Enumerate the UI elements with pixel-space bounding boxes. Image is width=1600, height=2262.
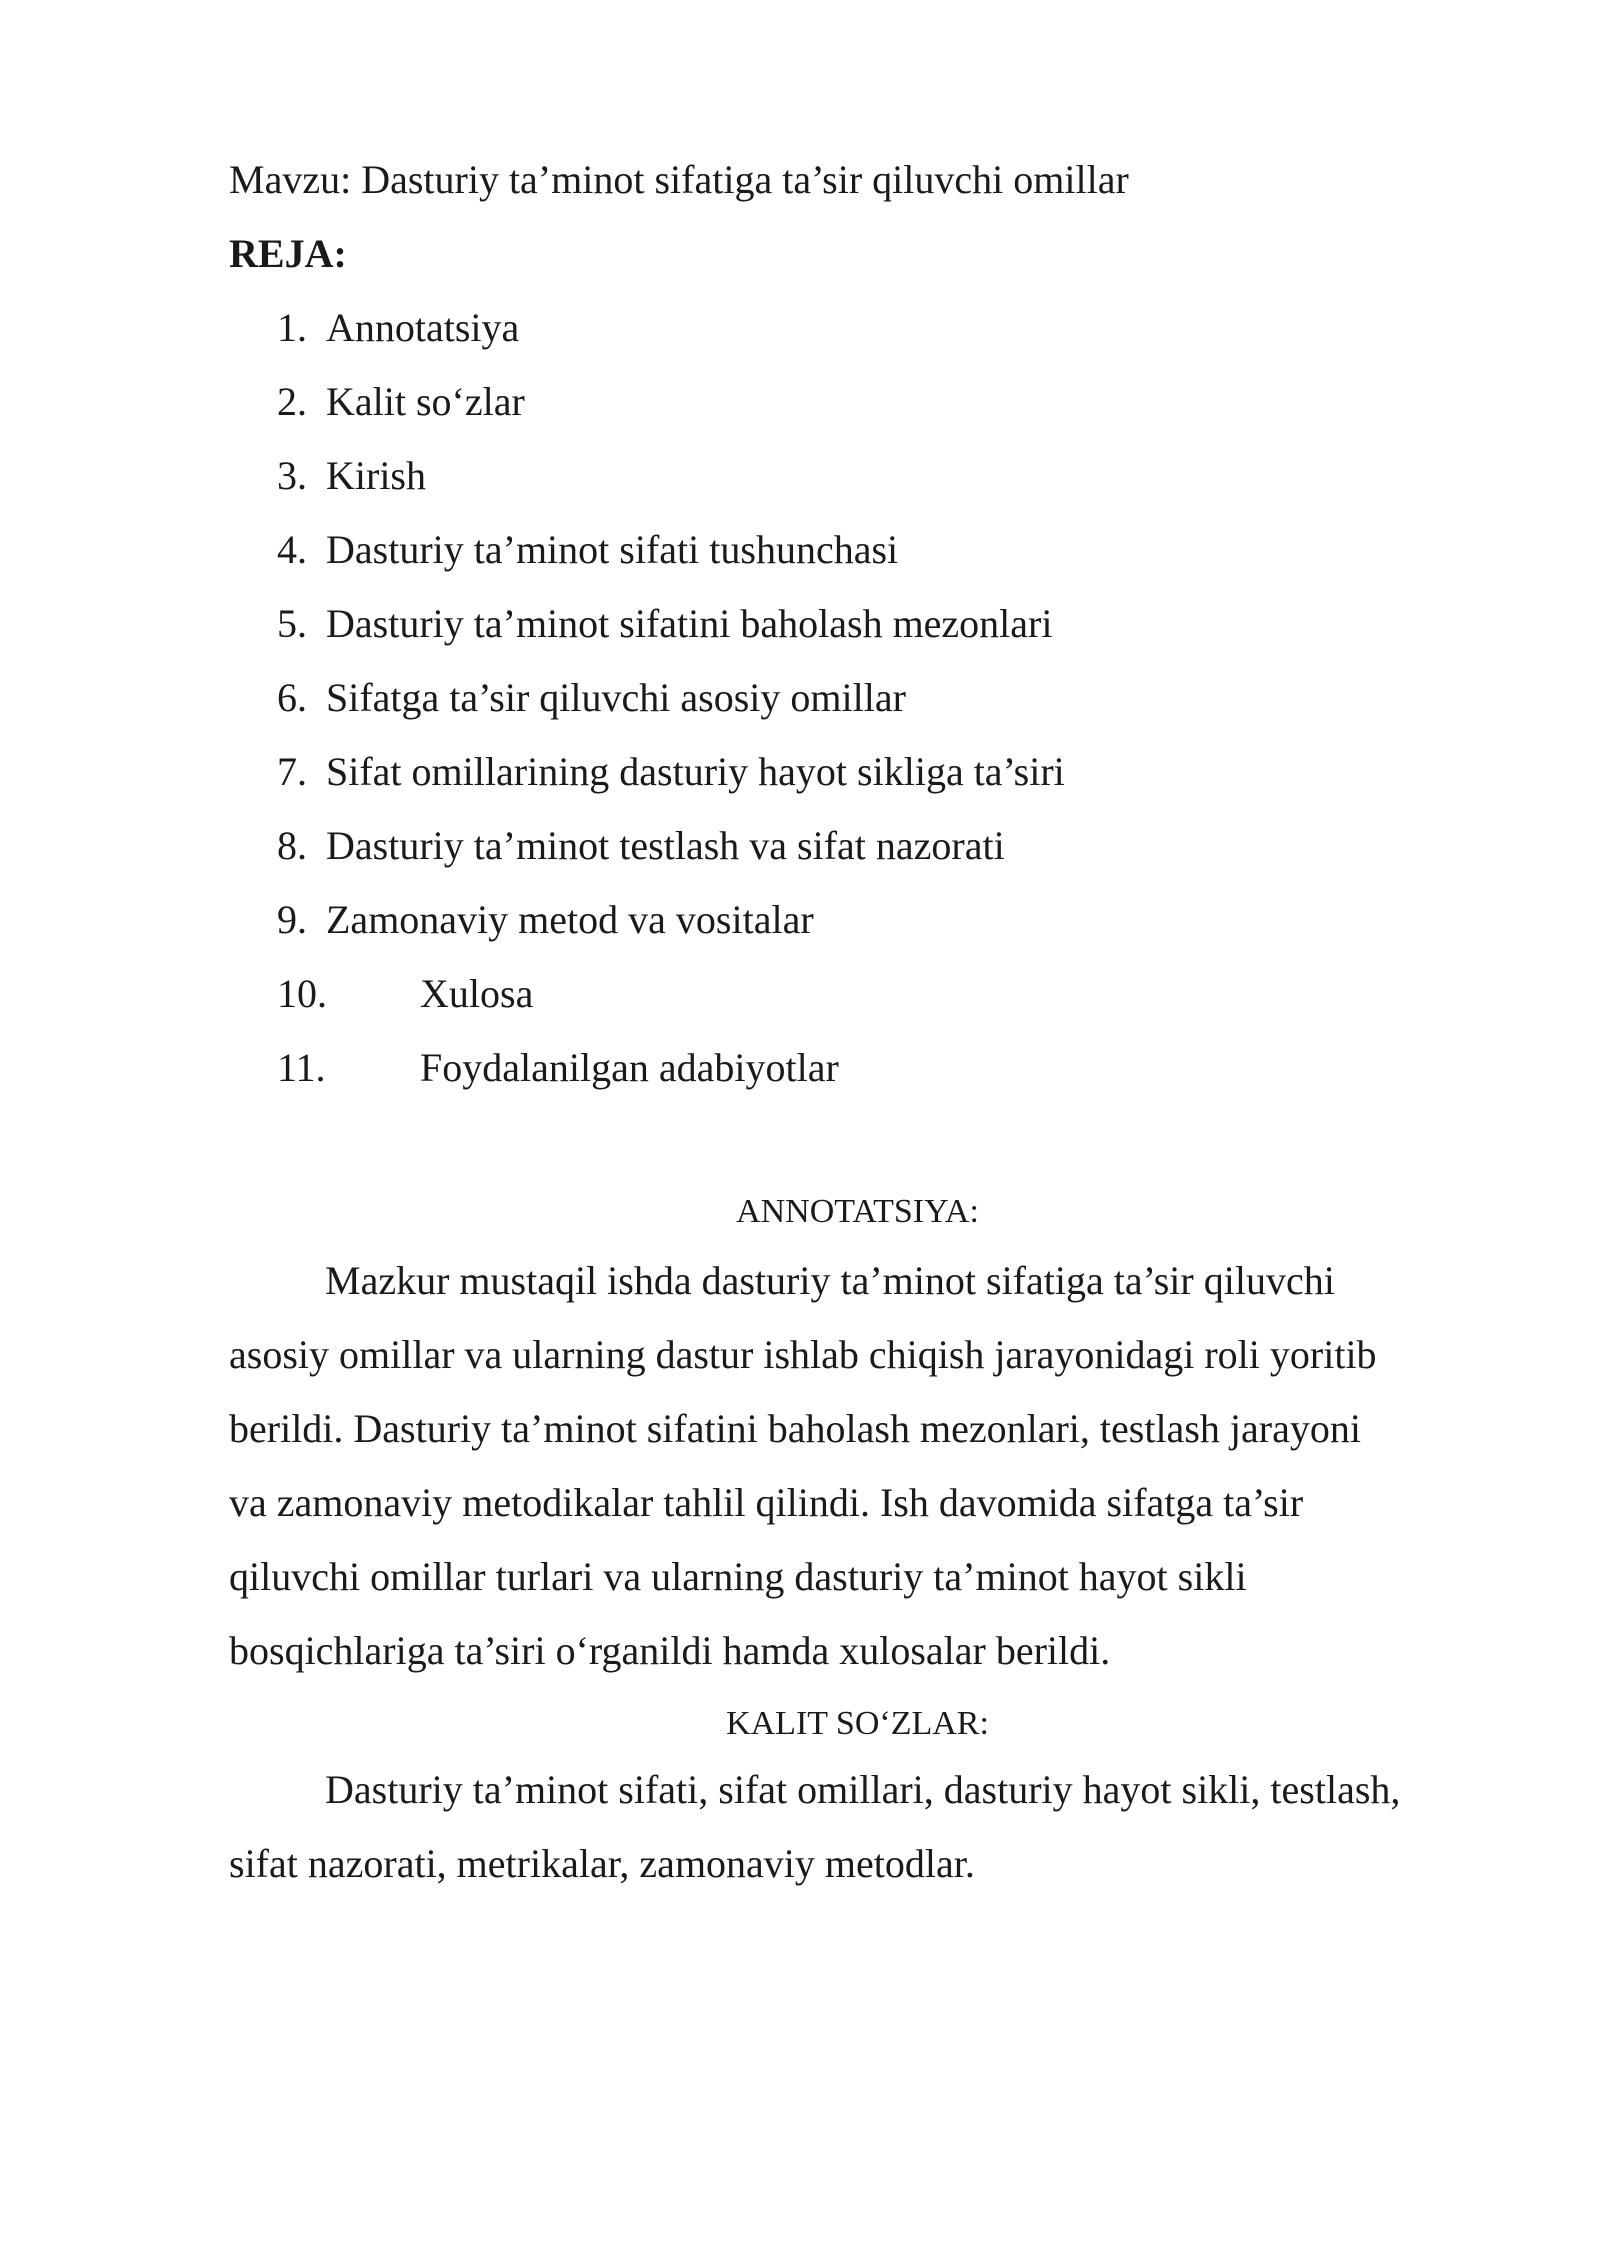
annotation-line: qiluvchi omillar turlari va ularning dasturiy ta’minot hayot sikli xyxy=(229,1554,1247,1599)
annotation-line: berildi. Dasturiy ta’minot sifatini baholash mezonlari, testlash jarayoni xyxy=(229,1406,1361,1451)
annotation-line: va zamonaviy metodikalar tahlil qilindi. Ish davomida sifatga ta’sir xyxy=(229,1480,1304,1525)
plan-item-number: 8. xyxy=(277,823,307,868)
annotation-line: asosiy omillar va ularning dastur ishlab chiqish jarayonidagi roli yoritib xyxy=(229,1332,1377,1377)
plan-item-text: Sifatga ta’sir qiluvchi asosiy omillar xyxy=(326,675,906,720)
plan-item-text: Dasturiy ta’minot sifati tushunchasi xyxy=(326,527,899,572)
plan-item-text: Zamonaviy metod va vositalar xyxy=(326,897,814,942)
plan-item-number: 1. xyxy=(277,305,307,350)
plan-item-number: 5. xyxy=(277,601,307,646)
plan-item-number: 6. xyxy=(277,675,307,720)
plan-item-text: Xulosa xyxy=(420,971,534,1016)
plan-item-text: Sifat omillarining dasturiy hayot sikliga ta’siri xyxy=(326,749,1065,794)
annotation-paragraph xyxy=(229,1244,1489,1688)
plan-item-text: Kalit so‘zlar xyxy=(326,379,525,424)
keywords-heading: KALIT SO‘ZLAR: xyxy=(726,1705,989,1742)
plan-item-text: Foydalanilgan adabiyotlar xyxy=(420,1045,839,1090)
annotation-line: bosqichlariga ta’siri o‘rganildi hamda xulosalar berildi. xyxy=(229,1628,1111,1673)
plan-item-number: 11. xyxy=(277,1045,326,1090)
plan-item-text: Annotatsiya xyxy=(326,305,520,350)
keywords-line: Dasturiy ta’minot sifati, sifat omillari, dasturiy hayot sikli, testlash, xyxy=(325,1767,1401,1812)
plan-item-text: Dasturiy ta’minot sifatini baholash mezonlari xyxy=(326,601,1053,646)
plan-item-number: 9. xyxy=(277,897,307,942)
plan-item-number: 4. xyxy=(277,527,307,572)
annotation-heading: ANNOTATSIYA: xyxy=(736,1193,979,1230)
document-title: Mavzu: Dasturiy ta’minot sifatiga ta’sir qiluvchi omillar xyxy=(229,157,1129,202)
plan-heading: REJA: xyxy=(229,231,347,276)
plan-item-number: 3. xyxy=(277,453,307,498)
keywords-line: sifat nazorati, metrikalar, zamonaviy metodlar. xyxy=(229,1841,975,1886)
plan-item-text: Kirish xyxy=(326,453,426,498)
plan-item-number: 10. xyxy=(277,971,327,1016)
plan-item-number: 7. xyxy=(277,749,307,794)
keywords-paragraph xyxy=(229,1753,1489,1901)
annotation-line: Mazkur mustaqil ishda dasturiy ta’minot sifatiga ta’sir qiluvchi xyxy=(325,1258,1335,1303)
plan-item-text: Dasturiy ta’minot testlash va sifat nazorati xyxy=(326,823,1005,868)
plan-item-number: 2. xyxy=(277,379,307,424)
